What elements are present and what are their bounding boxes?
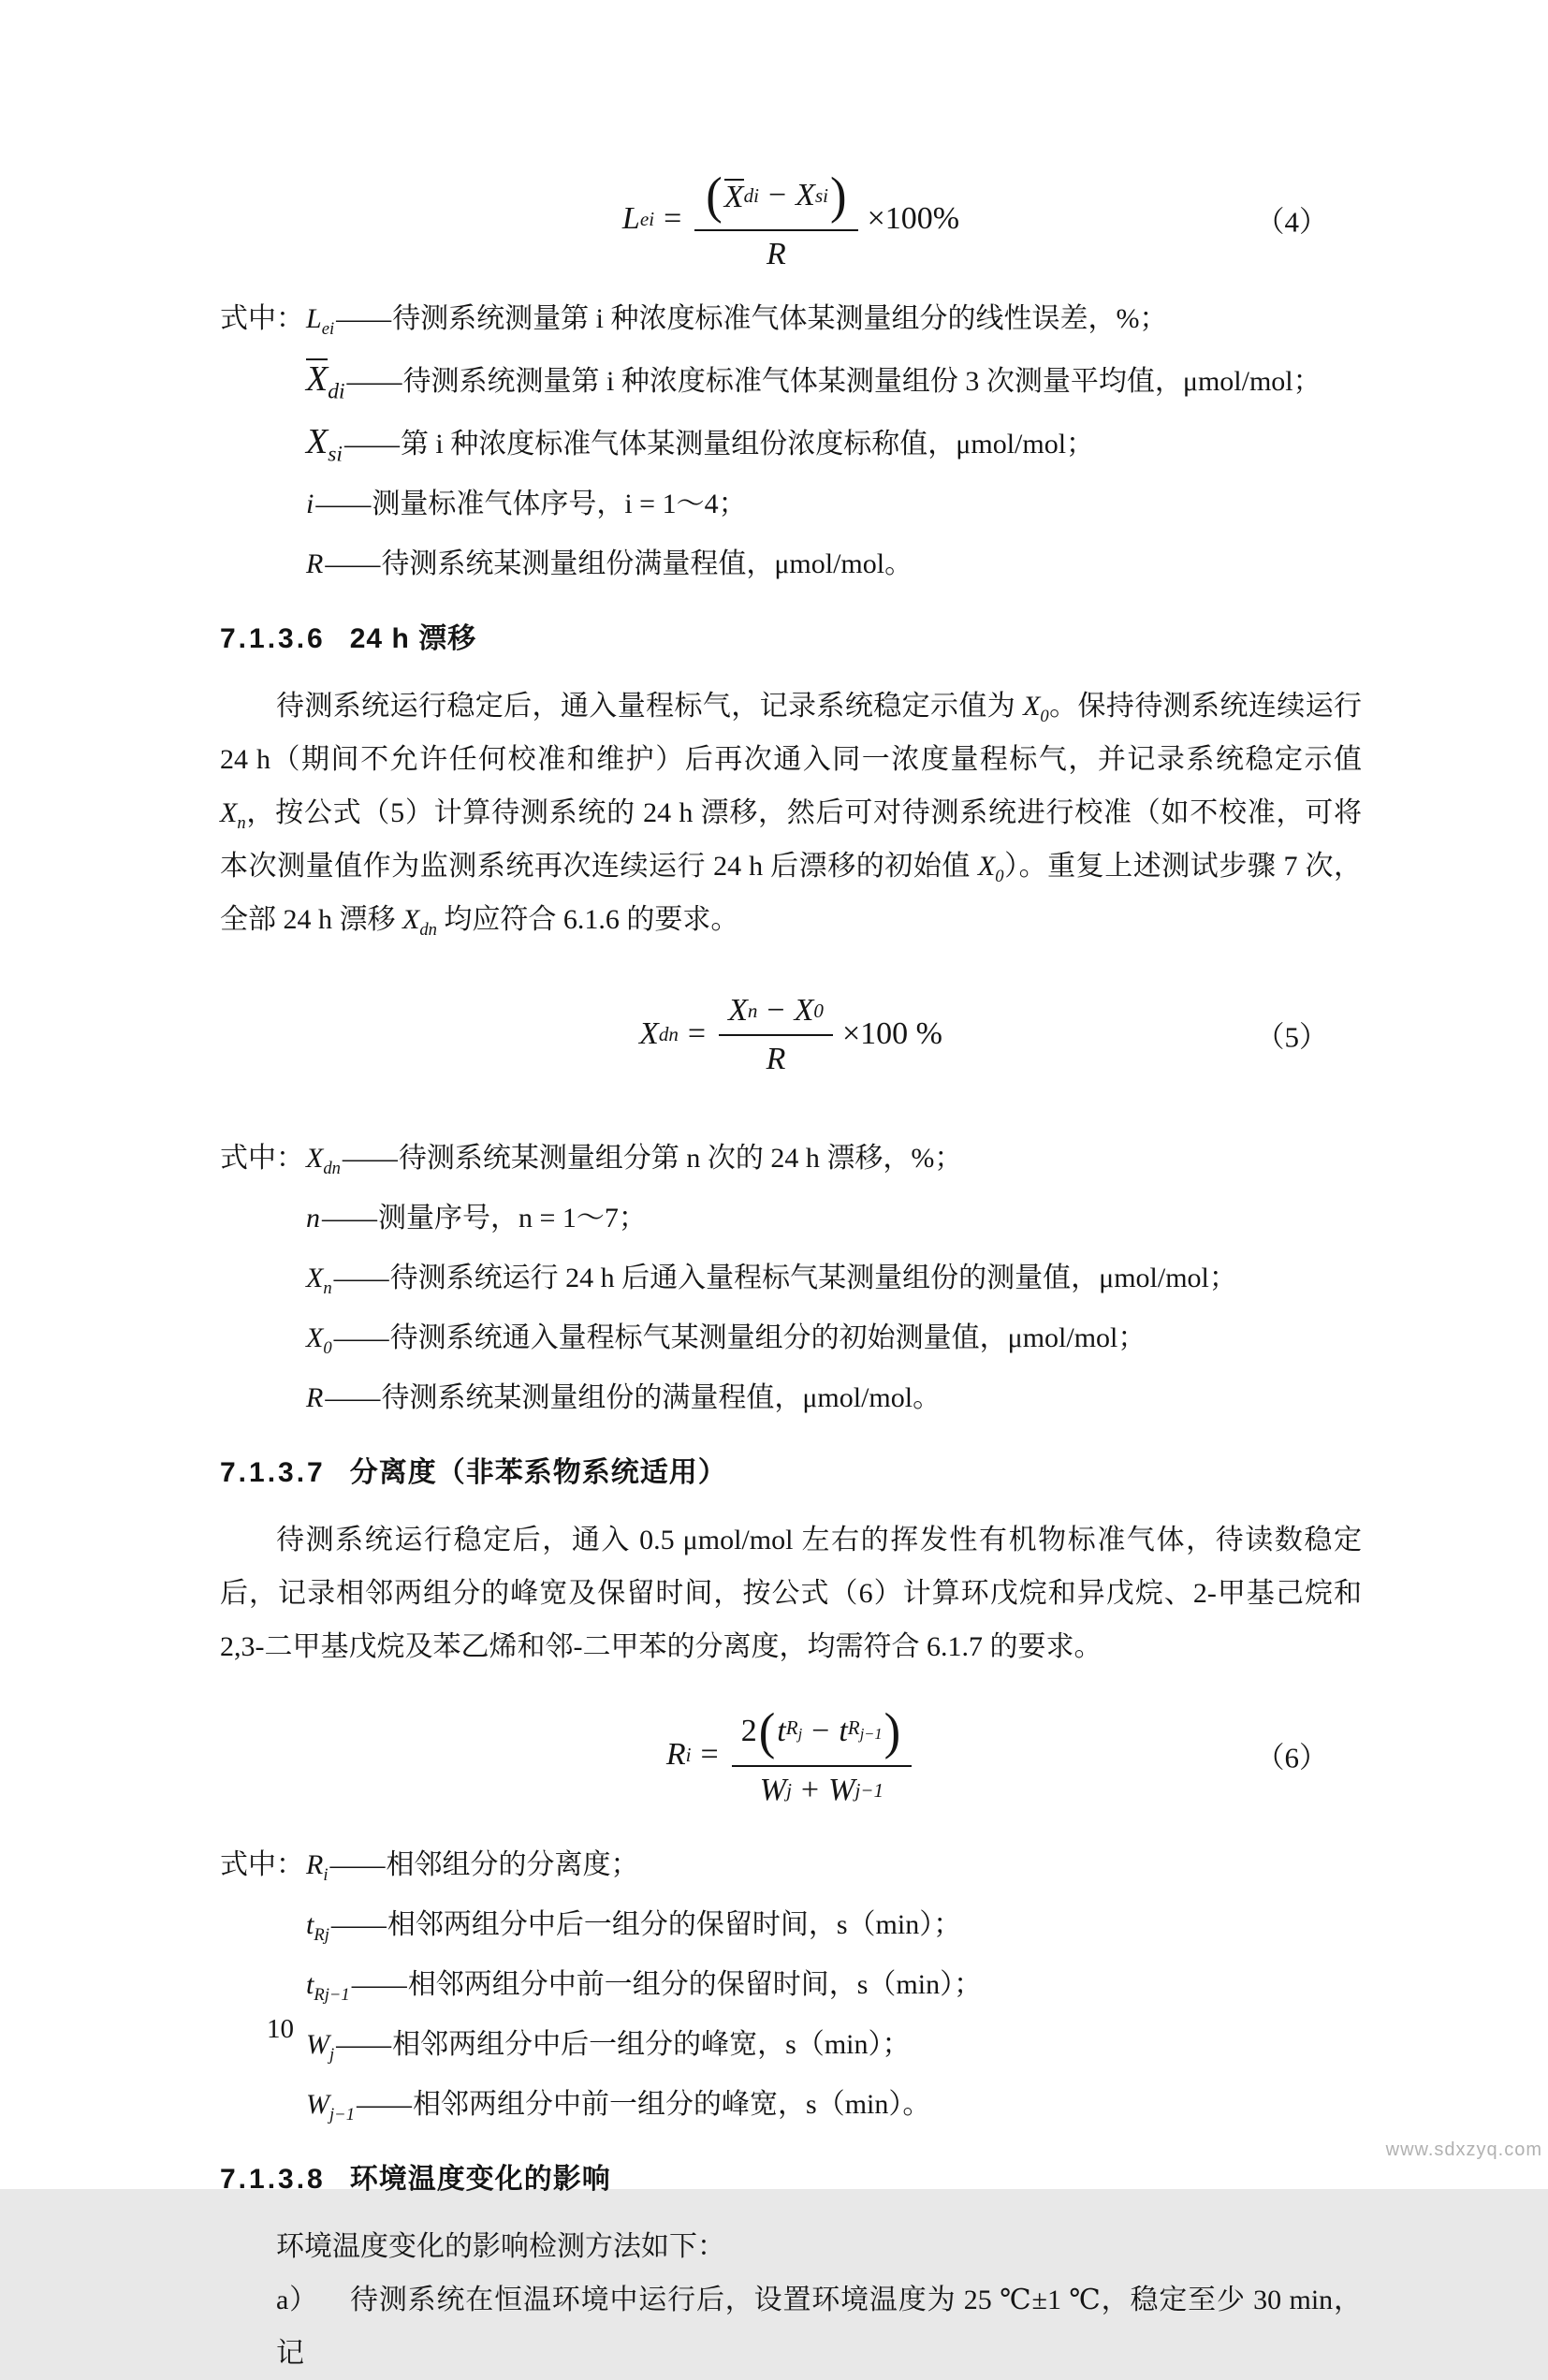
def-i: i —— 测量标准气体序号，i = 1～4； [306,489,747,519]
close-paren: ) [884,1702,901,1760]
eq6-lhs: R [665,1737,686,1772]
def-n: n —— 测量序号，n = 1～7； [306,1203,647,1234]
def-Xsi: $X_{si}$ —— 第 i 种浓度标准气体某测量组份浓度标称值，μmol/mol； [306,422,1095,467]
x-bar: X [723,179,744,214]
equation-6 [220,1685,1362,1825]
equation-5-number: （5） [1255,1020,1328,1054]
def-Lei: 式中： $L_{ei}$ —— 待测系统测量第 i 种浓度标准气体某测量组分的线性误差，%； [220,292,1362,346]
close-paren: ) [830,167,847,225]
def-R: R —— 待测系统某测量组份满量程值，μmol/mol。 [306,548,913,579]
eq5-fraction: X n − X 0 R [719,991,833,1077]
eq5-lhs: X [639,1016,659,1051]
list-item-a: a） 待测系统在恒温环境中运行后，设置环境温度为 25 ℃±1 ℃，稳定至少 30 min，记 [276,2285,1362,2369]
section-heading-7-1-3-6: 7.1.3.6 24 h 漂移 [220,623,477,654]
paragraph-resolution: 待测系统运行稳定后，通入 0.5 μmol/mol 左右的挥发性有机物标准气体，待读数稳定后，记录相邻两组分的峰宽及保留时间，按公式（6）计算环戊烷和异戊烷、2-甲基己烷和 2,3-二甲基戊烷及苯乙烯和邻-二甲苯的分离度，均需符合 6.1.7 的要求。 [220,1525,1362,1662]
eq4-lhs: L [621,201,640,236]
equation-4 [220,163,1362,275]
def-Ri: 式中： $R_i$ —— 相邻组分的分离度； [220,1838,1362,1892]
where-label: 式中： [220,1143,304,1174]
equation-4-body: L ei = ( X di − X si ) R ×100% [621,167,960,271]
def-Wj: $W_j$ —— 相邻两组分中后一组分的峰宽，s（min）； [306,2029,911,2065]
equation-6-body: R i = 2 ( t $R_j$ − t $R_{j-1}$ ) W j + W j−1 [666,1701,915,1808]
page-number: 10 [267,2014,294,2044]
where-label: 式中： [220,303,304,334]
paragraph-temp-intro: 环境温度变化的影响检测方法如下： [276,2231,725,2262]
equation-5-body: X dn = X n − X 0 R ×100 % [639,993,942,1076]
def-tRj: $t_{Rj}$ —— 相邻两组分中后一组分的保留时间，s（min）； [306,1909,962,1945]
where-label: 式中： [220,1849,304,1880]
def-Wj1: $W_{j-1}$ —— 相邻两组分中前一组分的峰宽，s（min）。 [306,2089,931,2124]
list-item-a-marker: a） [276,2285,318,2315]
def-Xn: $X_n$ —— 待测系统运行 24 h 后通入量程标气某测量组份的测量值，μmol/mol； [306,1263,1237,1298]
definition-list-6 [220,1838,1362,2132]
eq4-fraction: ( X di − X si ) R [694,166,857,272]
open-paren: ( [706,167,723,225]
def-Xdi: $X_{di}$ —— 待测系统测量第 i 种浓度标准气体某测量组份 3 次测量平均值，μmol/mol； [306,359,1322,404]
def-R2: R —— 待测系统某测量组份的满量程值，μmol/mol。 [306,1382,942,1413]
equation-6-number: （6） [1255,1741,1328,1774]
paragraph-24h-drift: 待测系统运行稳定后，通入量程标气，记录系统稳定示值为 $X_0$。保持待测系统连续运行 24 h（期间不允许任何校准和维护）后再次通入同一浓度量程标气，并记录系统稳定示值 $X_n$，按公式（5）计算待测系统的 24 h 漂移，然后可对待测系统进行校准（如不校准，可将本次测量值作为监测系统再次连续运行 24 h 后漂移的初始值 $X_0$）。重复上述测试步骤 7 次，全部 24 h 漂移 $X_{dn}$ 均应符合 6.1.6 的要求。 [220,691,1363,940]
watermark-url: www.sdxzyq.com [1385,2139,1542,2160]
open-paren: ( [758,1702,776,1760]
equation-5 [220,978,1362,1090]
section-heading-7-1-3-8: 7.1.3.8 环境温度变化的影响 [220,2164,611,2195]
def-tRj1: $t_{Rj-1}$ —— 相邻两组分中前一组分的保留时间，s（min）； [306,1969,983,2005]
definition-list-5 [220,1132,1362,1425]
equation-4-number: （4） [1255,205,1328,239]
definition-list-4 [220,292,1362,591]
section-heading-7-1-3-7: 7.1.3.7 分离度（非苯系物系统适用） [220,1457,727,1488]
x-bar: X [306,359,329,399]
def-X0: $X_0$ —— 待测系统通入量程标气某测量组分的初始测量值，μmol/mol； [306,1322,1146,1358]
eq6-fraction: 2 ( t $R_j$ − t $R_{j-1}$ ) W j + W j−1 [732,1701,912,1808]
def-Xdn: 式中： $X_{dn}$ —— 待测系统某测量组分第 n 次的 24 h 漂移，%； [220,1132,1362,1186]
